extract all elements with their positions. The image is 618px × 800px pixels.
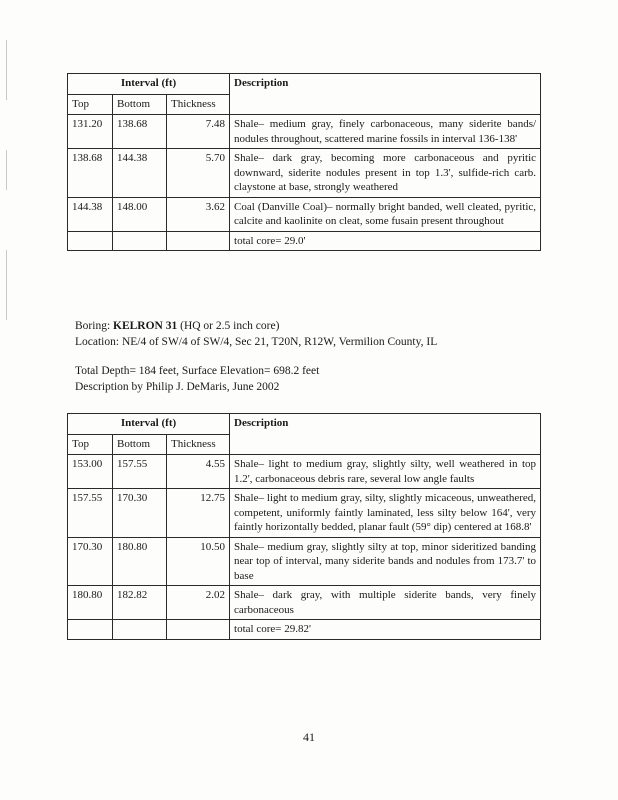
boring-line: [75, 318, 437, 334]
empty-cell: [167, 620, 230, 640]
total-core-cell: total core= 29.82': [230, 620, 541, 640]
boring-info: [75, 318, 437, 350]
thickness-cell: 7.48: [167, 115, 230, 149]
top-cell: 180.80: [68, 586, 113, 620]
interval-header: Interval (ft): [68, 414, 230, 435]
thickness-cell: 12.75: [167, 489, 230, 538]
description-cell: Shale– medium gray, finely carbonaceous, many siderite bands/ nodules throughout, scattered marine fossils in interval 136-138': [230, 115, 541, 149]
boring-core: (HQ or 2.5 inch core): [177, 320, 280, 332]
thickness-column-header: Thickness: [167, 435, 230, 455]
location-line: Location: NE/4 of SW/4 of SW/4, Sec 21, T20N, R12W, Vermilion County, IL: [75, 336, 438, 348]
total-row: [68, 231, 541, 251]
table-row: [68, 197, 541, 231]
table-row: [68, 537, 541, 586]
top-cell: 131.20: [68, 115, 113, 149]
thickness-cell: 3.62: [167, 197, 230, 231]
description-cell: Shale– light to medium gray, slightly silty, well weathered in top 1.2', carbonaceous debris rare, several low angle faults: [230, 455, 541, 489]
thickness-cell: 10.50: [167, 537, 230, 586]
described-by-line: Description by Philip J. DeMaris, June 2002: [75, 381, 280, 393]
description-cell: Shale– dark gray, becoming more carbonaceous and pyritic downward, siderite nodules present in top 1.3', sulfide-rich carb. claystone at base, strongly weathered: [230, 149, 541, 198]
bottom-cell: 148.00: [113, 197, 167, 231]
table-header-row: [68, 74, 541, 95]
table-header-row: [68, 414, 541, 435]
thickness-cell: 2.02: [167, 586, 230, 620]
core-table-2: [67, 413, 541, 640]
empty-cell: [167, 231, 230, 251]
boring-label: Boring:: [75, 320, 114, 332]
scan-edge-mark: [6, 150, 7, 190]
empty-cell: [113, 620, 167, 640]
top-cell: 157.55: [68, 489, 113, 538]
bottom-column-header: Bottom: [113, 95, 167, 115]
table-row: [68, 489, 541, 538]
description-cell: Shale– medium gray, slightly silty at top, minor sideritized banding near top of interval, many siderite bands and nodules from 173.7' to base: [230, 537, 541, 586]
thickness-cell: 5.70: [167, 149, 230, 198]
empty-cell: [113, 231, 167, 251]
scan-edge-mark: [6, 40, 7, 100]
table-row: [68, 586, 541, 620]
bottom-cell: 170.30: [113, 489, 167, 538]
thickness-cell: 4.55: [167, 455, 230, 489]
description-cell: Shale– light to medium gray, silty, slightly micaceous, unweathered, competent, uniformly faintly laminated, less silty below 164', very faintly horizontally bedded, planar fault (59° dip) centered at 168.8': [230, 489, 541, 538]
empty-cell: [68, 231, 113, 251]
description-cell: Shale– dark gray, with multiple siderite bands, very finely carbonaceous: [230, 586, 541, 620]
bottom-cell: 180.80: [113, 537, 167, 586]
top-cell: 144.38: [68, 197, 113, 231]
depth-info: [75, 363, 319, 395]
depth-line: Total Depth= 184 feet, Surface Elevation= 698.2 feet: [75, 365, 320, 377]
description-header: Description: [230, 414, 541, 455]
empty-cell: [68, 620, 113, 640]
table-row: [68, 149, 541, 198]
top-cell: 138.68: [68, 149, 113, 198]
description-header: Description: [230, 74, 541, 115]
core-table-1: [67, 73, 541, 251]
scan-edge-mark: [6, 250, 7, 320]
bottom-cell: 157.55: [113, 455, 167, 489]
bottom-cell: 144.38: [113, 149, 167, 198]
table-row: [68, 455, 541, 489]
thickness-column-header: Thickness: [167, 95, 230, 115]
top-cell: 153.00: [68, 455, 113, 489]
bottom-column-header: Bottom: [113, 435, 167, 455]
interval-header: Interval (ft): [68, 74, 230, 95]
total-row: [68, 620, 541, 640]
table-row: [68, 115, 541, 149]
top-column-header: Top: [68, 435, 113, 455]
page-number: 41: [303, 730, 315, 744]
bottom-cell: 138.68: [113, 115, 167, 149]
total-core-cell: total core= 29.0': [230, 231, 541, 251]
description-cell: Coal (Danville Coal)– normally bright banded, well cleated, pyritic, calcite and kaolinite on cleat, some fusain present throughout: [230, 197, 541, 231]
boring-name: KELRON 31: [113, 320, 178, 332]
bottom-cell: 182.82: [113, 586, 167, 620]
top-column-header: Top: [68, 95, 113, 115]
top-cell: 170.30: [68, 537, 113, 586]
